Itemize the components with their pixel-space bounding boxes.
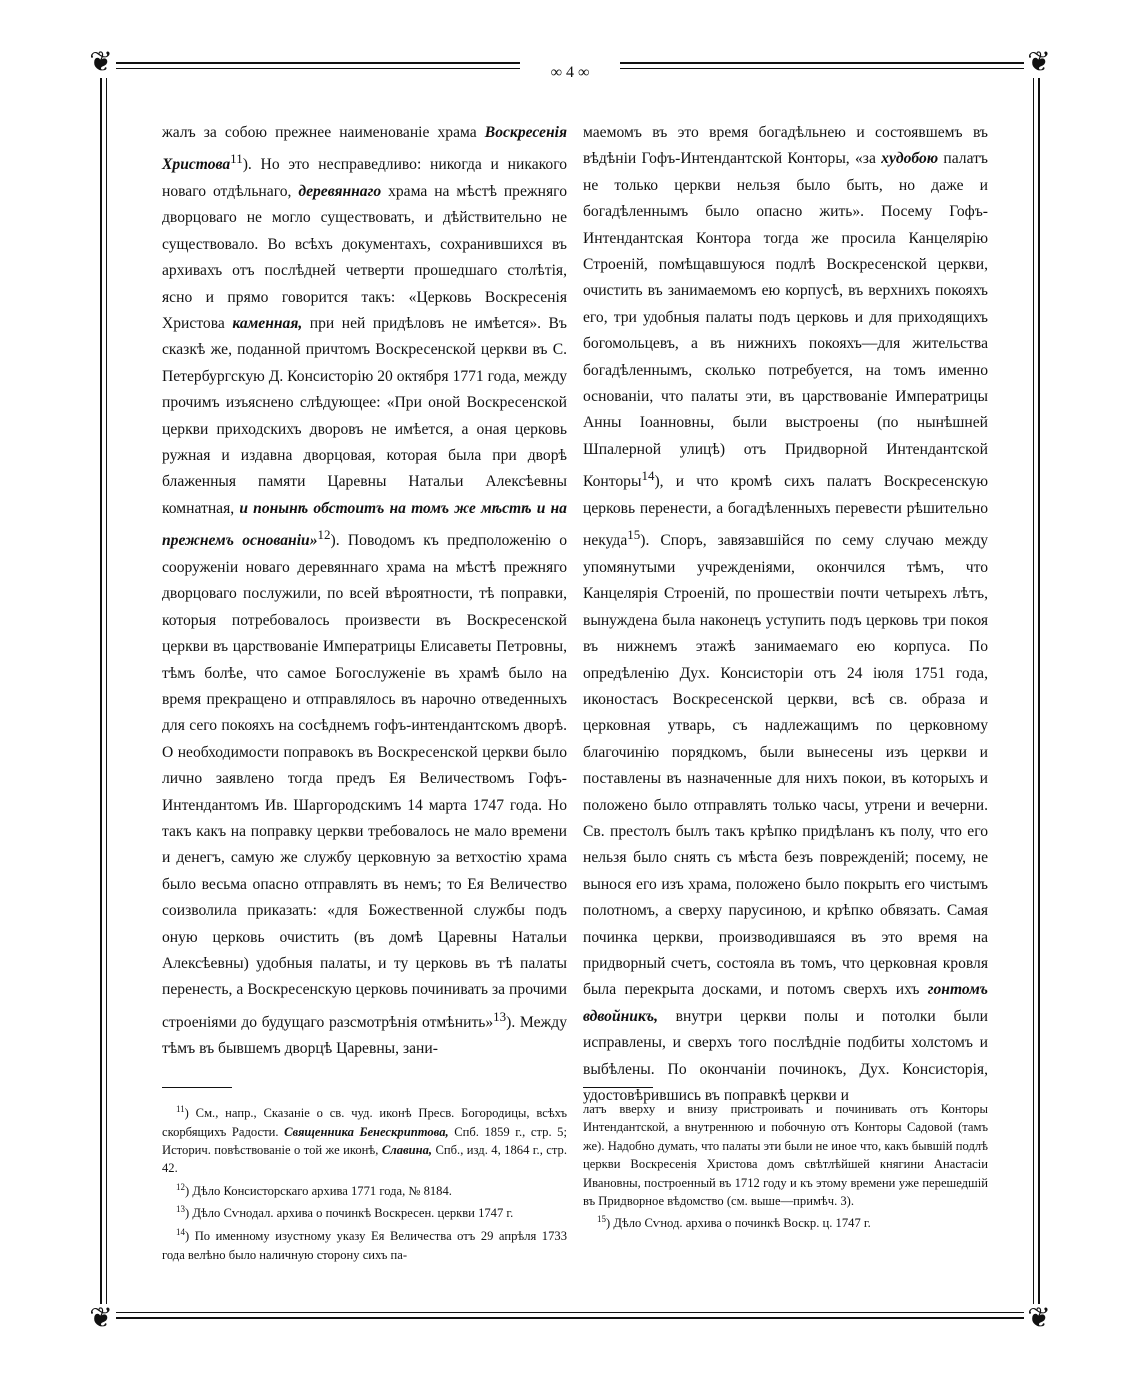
corner-ornament-icon: ❦ [1024,48,1054,78]
left-column [162,120,567,1063]
footnote-14-continued: латъ вверху и внизу пристроивать и починивать отъ Конторы Интендантской, а внутреннюю и побочную отъ Конторы Садовой (тамъ же). Надобно думать, что палаты эти были не иное что, какъ бывшій подлѣ церкви Воскресенія Христова домъ свѣтлѣйшей княгини Анастасіи Ивановны, построенный въ 1712 году и къ этому времени уже перешедшій въ Придворное вѣдомство (см. выше—примѣч. 3). [583,1102,988,1209]
footnote-12: $^{12}$) Дѣло Консисторскаго архива 1771 года, № 8184. [176,1181,452,1198]
page-number: ∞ 4 ∞ [520,62,620,84]
footnote-ref: 13 [493,1008,507,1024]
corner-ornament-icon: ❦ [86,1304,116,1334]
footnotes-right [583,1100,988,1233]
corner-ornament-icon: ❦ [86,48,116,78]
footnote-ref: 12 [317,527,331,543]
footnote-11: $^{11}$) См., напр., Сказаніе о св. чуд. иконѣ Пресв. Богородицы, всѣхъ скорбящихъ Радости. Священника Бенескриптова, Спб. 1859 г., стр. 5; Историч. повѣствованіе о той же иконѣ, Славина, Спб., изд. 4, 1864 г., стр. 42. [162,1104,567,1176]
footnote-14: $^{14}$) По именному изустному указу Ея Величества отъ 29 апрѣля 1733 года велѣно было наличную сторону сихъ па- [162,1227,567,1262]
corner-ornament-icon: ❦ [1024,1304,1054,1334]
left-column-text: жалъ за собою прежнее наименованіе храма Воскресенія Христова$^{11}$). Но это несправедливо: никогда и никакого новаго отдѣльнаго, деревяннаго храма на мѣстѣ прежняго дворцоваго не могло существовать, и дѣйствительно не существовало. Во всѣхъ документахъ, сохранившихся въ архивахъ отъ послѣдней четверти прошедшаго столѣтія, ясно и прямо говорится такъ: «Церковь Воскресенія Христова каменная, при ней придѣловъ не имѣется». Въ сказкѣ же, поданной причтомъ Воскресенской церкви въ С. Петербургскую Д. Консисторію 20 октября 1771 года, между прочимъ изъяснено слѣдующее: «При оной Воскресенской церкви приходскихъ дворовъ не имѣется, а оная церковь ружная и издавна дворцовая, которая была при дворѣ блаженныя памяти Царевны Натальи Алексѣевны комнатная, и понынѣ обстоитъ на томъ же мѣстѣ и на прежнемъ основаніи»$^{12}$). Поводомъ къ предположенію о сооруженіи новаго деревяннаго храма на мѣстѣ прежняго дворцоваго послужили, по всей вѣроятности, тѣ поправки, которыя потребовалось произвести въ Воскресенской церкви въ царствованіе Императрицы Елисаветы Петровны, тѣмъ болѣе, что самое Богослуженіе въ храмѣ было на время прекращено и отправлялось въ нарочно отведенныхъ для сего покояхъ на сосѣднемъ гофъ-интендантскомъ дворѣ. О необходимости поправокъ въ Воскресенской церкви было лично заявлено тогда предъ Ея Величествомъ Гофъ-Интендантомъ Ив. Шаргородскимъ 14 марта 1747 года. Но такъ какъ на поправку церкви требовалось не мало времени и денегъ, самую же службу церковную за ветхостію храма было весьма опасно отправлять въ немъ; то Ея Величество соизволила приказать: «для Божественной службы подъ оную церковь очистить (въ домѣ Царевны Натальи Алексѣевны) удобныя палаты, и ту церковь въ тѣ палаты перенесть, а Воскресенскую церковь починивать за прочими строеніями до будущаго разсмотрѣнія отмѣнить»$^{13}$). Между тѣмъ въ бывшемъ дворцѣ Царевны, зани- [162,124,567,1058]
footnote-13: $^{13}$) Дѣло Сѵнодал. архива о починкѣ Воскресен. церкви 1747 г. [176,1204,514,1221]
footnotes-left [162,1100,567,1264]
right-column [583,120,988,1109]
footnote-divider [583,1087,653,1088]
footnote-divider [162,1087,232,1088]
footnote-ref: 15 [627,527,641,543]
right-column-text: маемомъ въ это время богадѣльнею и состоявшемъ въ вѣдѣніи Гофъ-Интендантской Конторы, «за худобою палатъ не только церкви нельзя было быть, но даже и богадѣленнымъ было опасно жить». Посему Гофъ-Интендантская Контора тогда же просила Канцелярію Строеній, помѣщавшуюся подлѣ Воскресенской церкви, очистить въ занимаемомъ ею корпусѣ, въ верхнихъ покояхъ его, три удобныя палаты подъ церковь и для приходящихъ богомольцевъ, а въ нижнихъ покояхъ—для жительства богадѣленнымъ, сколько потребуется, на томъ именно основаніи, что палаты эти, въ царствованіе Императрицы Анны Іоанновны, были выстроены (по нынѣшней Шпалерной улицѣ) отъ Придворной Интендантской Конторы$^{14}$), и что кромѣ сихъ палатъ Воскресенскую церковь перенести, а богадѣленныхъ перевести рѣшительно некуда$^{15}$). Споръ, завязавшійся по сему случаю между упомянутыми учрежденіями, окончился тѣмъ, что Канцелярія Строеній, по прошествіи почти четырехъ лѣтъ, вынуждена была наконецъ уступить подъ церковь три покоя въ нижнемъ этажѣ занимаемаго ею корпуса. По опредѣленію Дух. Консисторіи отъ 24 іюля 1751 года, иконостасъ Воскресенской церкви, всѣ св. образа и церковная утварь, съ надлежащимъ по церковному благочинію порядкомъ, были вынесены изъ церкви и поставлены въ назначенные для нихъ покои, въ которыхъ и положено было отправлять только часы, утрени и вечерни. Св. престолъ былъ такъ крѣпко придѣланъ къ полу, что его нельзя было снять съ мѣста безъ поврежденій; посему, не вынося его изъ храма, положено было покрыть его чистымъ полотномъ, а сверху парусиною, и крѣпко обвязать. Самая починка церкви, производившаяся въ это время на придворный счетъ, состояла въ томъ, что церковная кровля была перекрыта досками, и потомъ сверхъ ихъ гонтомъ вдвойникъ, внутри церкви полы и потолки были исправлены, и сверхъ того послѣдніе подбиты холстомъ и выбѣлены. По окончаніи починокъ, Дух. Консисторія, удостовѣрившись въ поправкѣ церкви и [583,124,988,1104]
footnote-ref: 11 [230,151,243,167]
footnote-15: $^{15}$) Дѣло Сѵнод. архива о починкѣ Воскр. ц. 1747 г. [597,1214,871,1231]
footnote-ref: 14 [641,468,655,484]
